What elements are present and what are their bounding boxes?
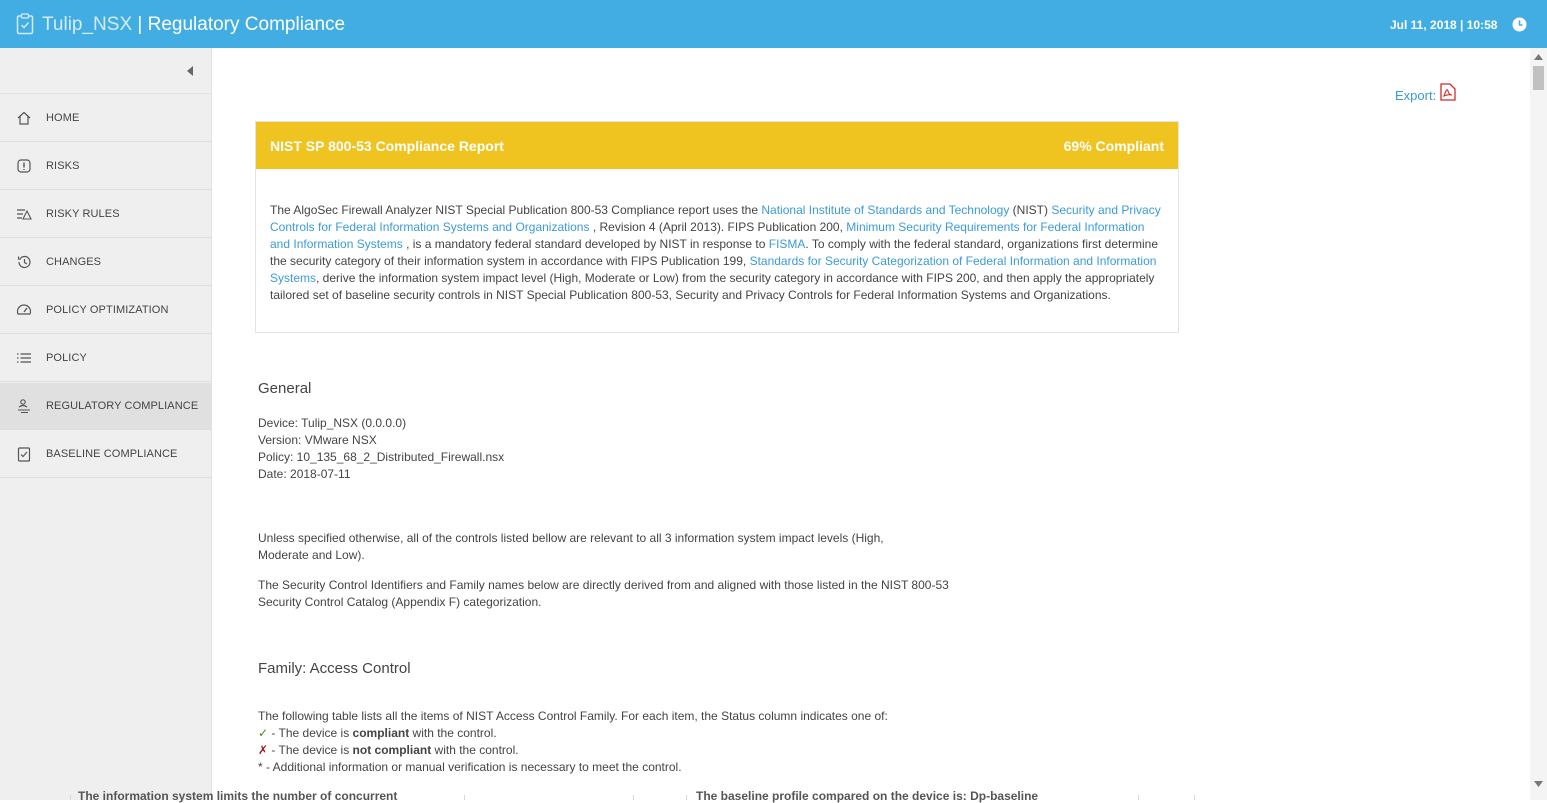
report-title: NIST SP 800-53 Compliance Report (270, 138, 504, 154)
security-privacy-controls-link[interactable]: Security and Privacy Controls for Federal Information Systems and Organizations (270, 203, 1161, 234)
user-menu-icon[interactable] (1512, 17, 1527, 32)
sidebar-item-label: POLICY (46, 352, 87, 364)
gauge-icon (16, 302, 32, 318)
date-info: Date: 2018-07-11 (258, 467, 351, 481)
table-cell: The information system limits the number of concurrent (78, 789, 398, 803)
table-divider (633, 795, 634, 800)
table-divider (1194, 795, 1195, 800)
export-label: Export: (1395, 88, 1437, 103)
scroll-up-icon[interactable] (1534, 54, 1543, 60)
catalog-note: The Security Control Identifiers and Family names below are directly derived from and aligned with those listed in the NIST 800-53 Security Control Catalog (Appendix F) categorization. (258, 578, 949, 609)
cross-icon: ✗ (258, 743, 269, 757)
legend-bold: not compliant (352, 743, 432, 757)
sidebar-item-risks[interactable] (0, 143, 212, 190)
table-divider (686, 795, 687, 800)
intro-text: . To comply with the federal standard, organizations first determine the security category of their information system in accordance with FIPS Publication 199, (270, 237, 1159, 268)
title-separator: | (132, 14, 148, 35)
checklist-icon (16, 446, 32, 462)
intro-text: (NIST) (1009, 203, 1052, 217)
scroll-down-icon[interactable] (1534, 781, 1543, 787)
device-name: Tulip_NSX (42, 14, 133, 35)
intro-text: , Revision 4 (April 2013). FIPS Publication 200, (589, 220, 847, 234)
general-details (258, 415, 858, 483)
sidebar-item-policy[interactable] (0, 335, 212, 382)
checkmark-icon: ✓ (258, 726, 269, 740)
vertical-scrollbar[interactable] (1530, 48, 1547, 800)
table-divider (70, 795, 71, 800)
legend-manual: * - Additional information or manual verification is necessary to meet the control. (258, 760, 682, 774)
sidebar-item-risky-rules[interactable] (0, 191, 212, 238)
sidebar-item-home[interactable] (0, 95, 212, 142)
report-header (256, 122, 1178, 169)
header-datetime: Jul 11, 2018 | 10:58 (1390, 18, 1498, 32)
sidebar-item-regulatory-compliance[interactable] (0, 383, 212, 430)
intro-text: , derive the information system impact level (High, Moderate or Low) from the security category in accordance with FIPS 200, and then apply the appropriately tailored set of baseline security controls in NIST Special Publication 800-53, Security and Privacy Controls for Federal Information Systems and Organizations. (270, 271, 1155, 302)
sidebar-item-label: BASELINE COMPLIANCE (46, 448, 178, 460)
app-header (0, 0, 1547, 48)
table-divider (464, 795, 465, 800)
intro-text: , is a mandatory federal standard developed by NIST in response to (402, 237, 769, 251)
fisma-link[interactable]: FISMA (768, 237, 806, 251)
history-icon (16, 254, 32, 270)
sidebar (0, 48, 212, 800)
sidebar-item-label: RISKY RULES (46, 208, 120, 220)
legend-not-compliant (258, 742, 1058, 759)
scrollbar-thumb[interactable] (1533, 66, 1544, 90)
compliance-percentage: 69% Compliant (1063, 138, 1164, 154)
compliance-icon (16, 398, 32, 414)
device-info: Device: Tulip_NSX (0.0.0.0) (258, 416, 407, 430)
sidebar-item-label: HOME (46, 112, 80, 124)
risk-icon (16, 158, 32, 174)
report-description (270, 202, 1165, 304)
legend-text: - The device is (268, 743, 353, 757)
nist-link[interactable]: National Institute of Standards and Technology (761, 203, 1010, 217)
sidebar-item-label: POLICY OPTIMIZATION (46, 304, 169, 316)
impact-levels-note: Unless specified otherwise, all of the controls listed bellow are relevant to all 3 information system impact levels (High, Moderate and Low). (258, 531, 884, 562)
table-divider (1138, 795, 1139, 800)
home-icon (16, 110, 32, 126)
legend-bold: compliant (352, 726, 410, 740)
sidebar-item-label: CHANGES (46, 256, 102, 268)
min-security-requirements-link[interactable]: Minimum Security Requirements for Federal Information and Information Systems (270, 220, 1145, 251)
sidebar-item-label: REGULATORY COMPLIANCE (46, 400, 199, 412)
sidebar-item-policy-optimization[interactable] (0, 287, 212, 334)
legend-text: - The device is (268, 726, 353, 740)
legend-text: with the control. (431, 743, 519, 757)
legend-compliant (258, 725, 1058, 742)
clipboard-check-icon (16, 13, 34, 35)
version-info: Version: VMware NSX (258, 433, 377, 447)
sidebar-item-label: RISKS (46, 160, 80, 172)
chevron-left-icon (186, 65, 194, 77)
status-legend (258, 708, 1058, 776)
app-title (42, 14, 345, 36)
intro-text: The AlgoSec Firewall Analyzer NIST Special Publication 800-53 Compliance report uses the (270, 203, 762, 217)
page-title: Regulatory Compliance (147, 14, 346, 35)
report-card (255, 121, 1179, 333)
general-section-title: General (258, 380, 312, 397)
policy-info: Policy: 10_135_68_2_Distributed_Firewall.nsx (258, 450, 505, 464)
legend-intro: The following table lists all the items of NIST Access Control Family. For each item, the Status column indicates one of: (258, 709, 888, 723)
access-control-table-peek (78, 789, 1530, 803)
export-link[interactable] (1395, 88, 1436, 103)
pdf-icon[interactable] (1440, 83, 1456, 101)
sidebar-collapse-button[interactable] (0, 48, 212, 94)
family-section-title: Family: Access Control (258, 660, 411, 677)
table-cell: The baseline profile compared on the device is: Dp-baseline (696, 789, 1039, 803)
risky-rules-icon (16, 206, 32, 222)
list-icon (16, 350, 32, 366)
security-categorization-link[interactable]: Standards for Security Categorization of Federal Information and Information Systems (270, 254, 1157, 285)
sidebar-item-baseline-compliance[interactable] (0, 431, 212, 478)
sidebar-item-changes[interactable] (0, 239, 212, 286)
legend-text: with the control. (409, 726, 497, 740)
